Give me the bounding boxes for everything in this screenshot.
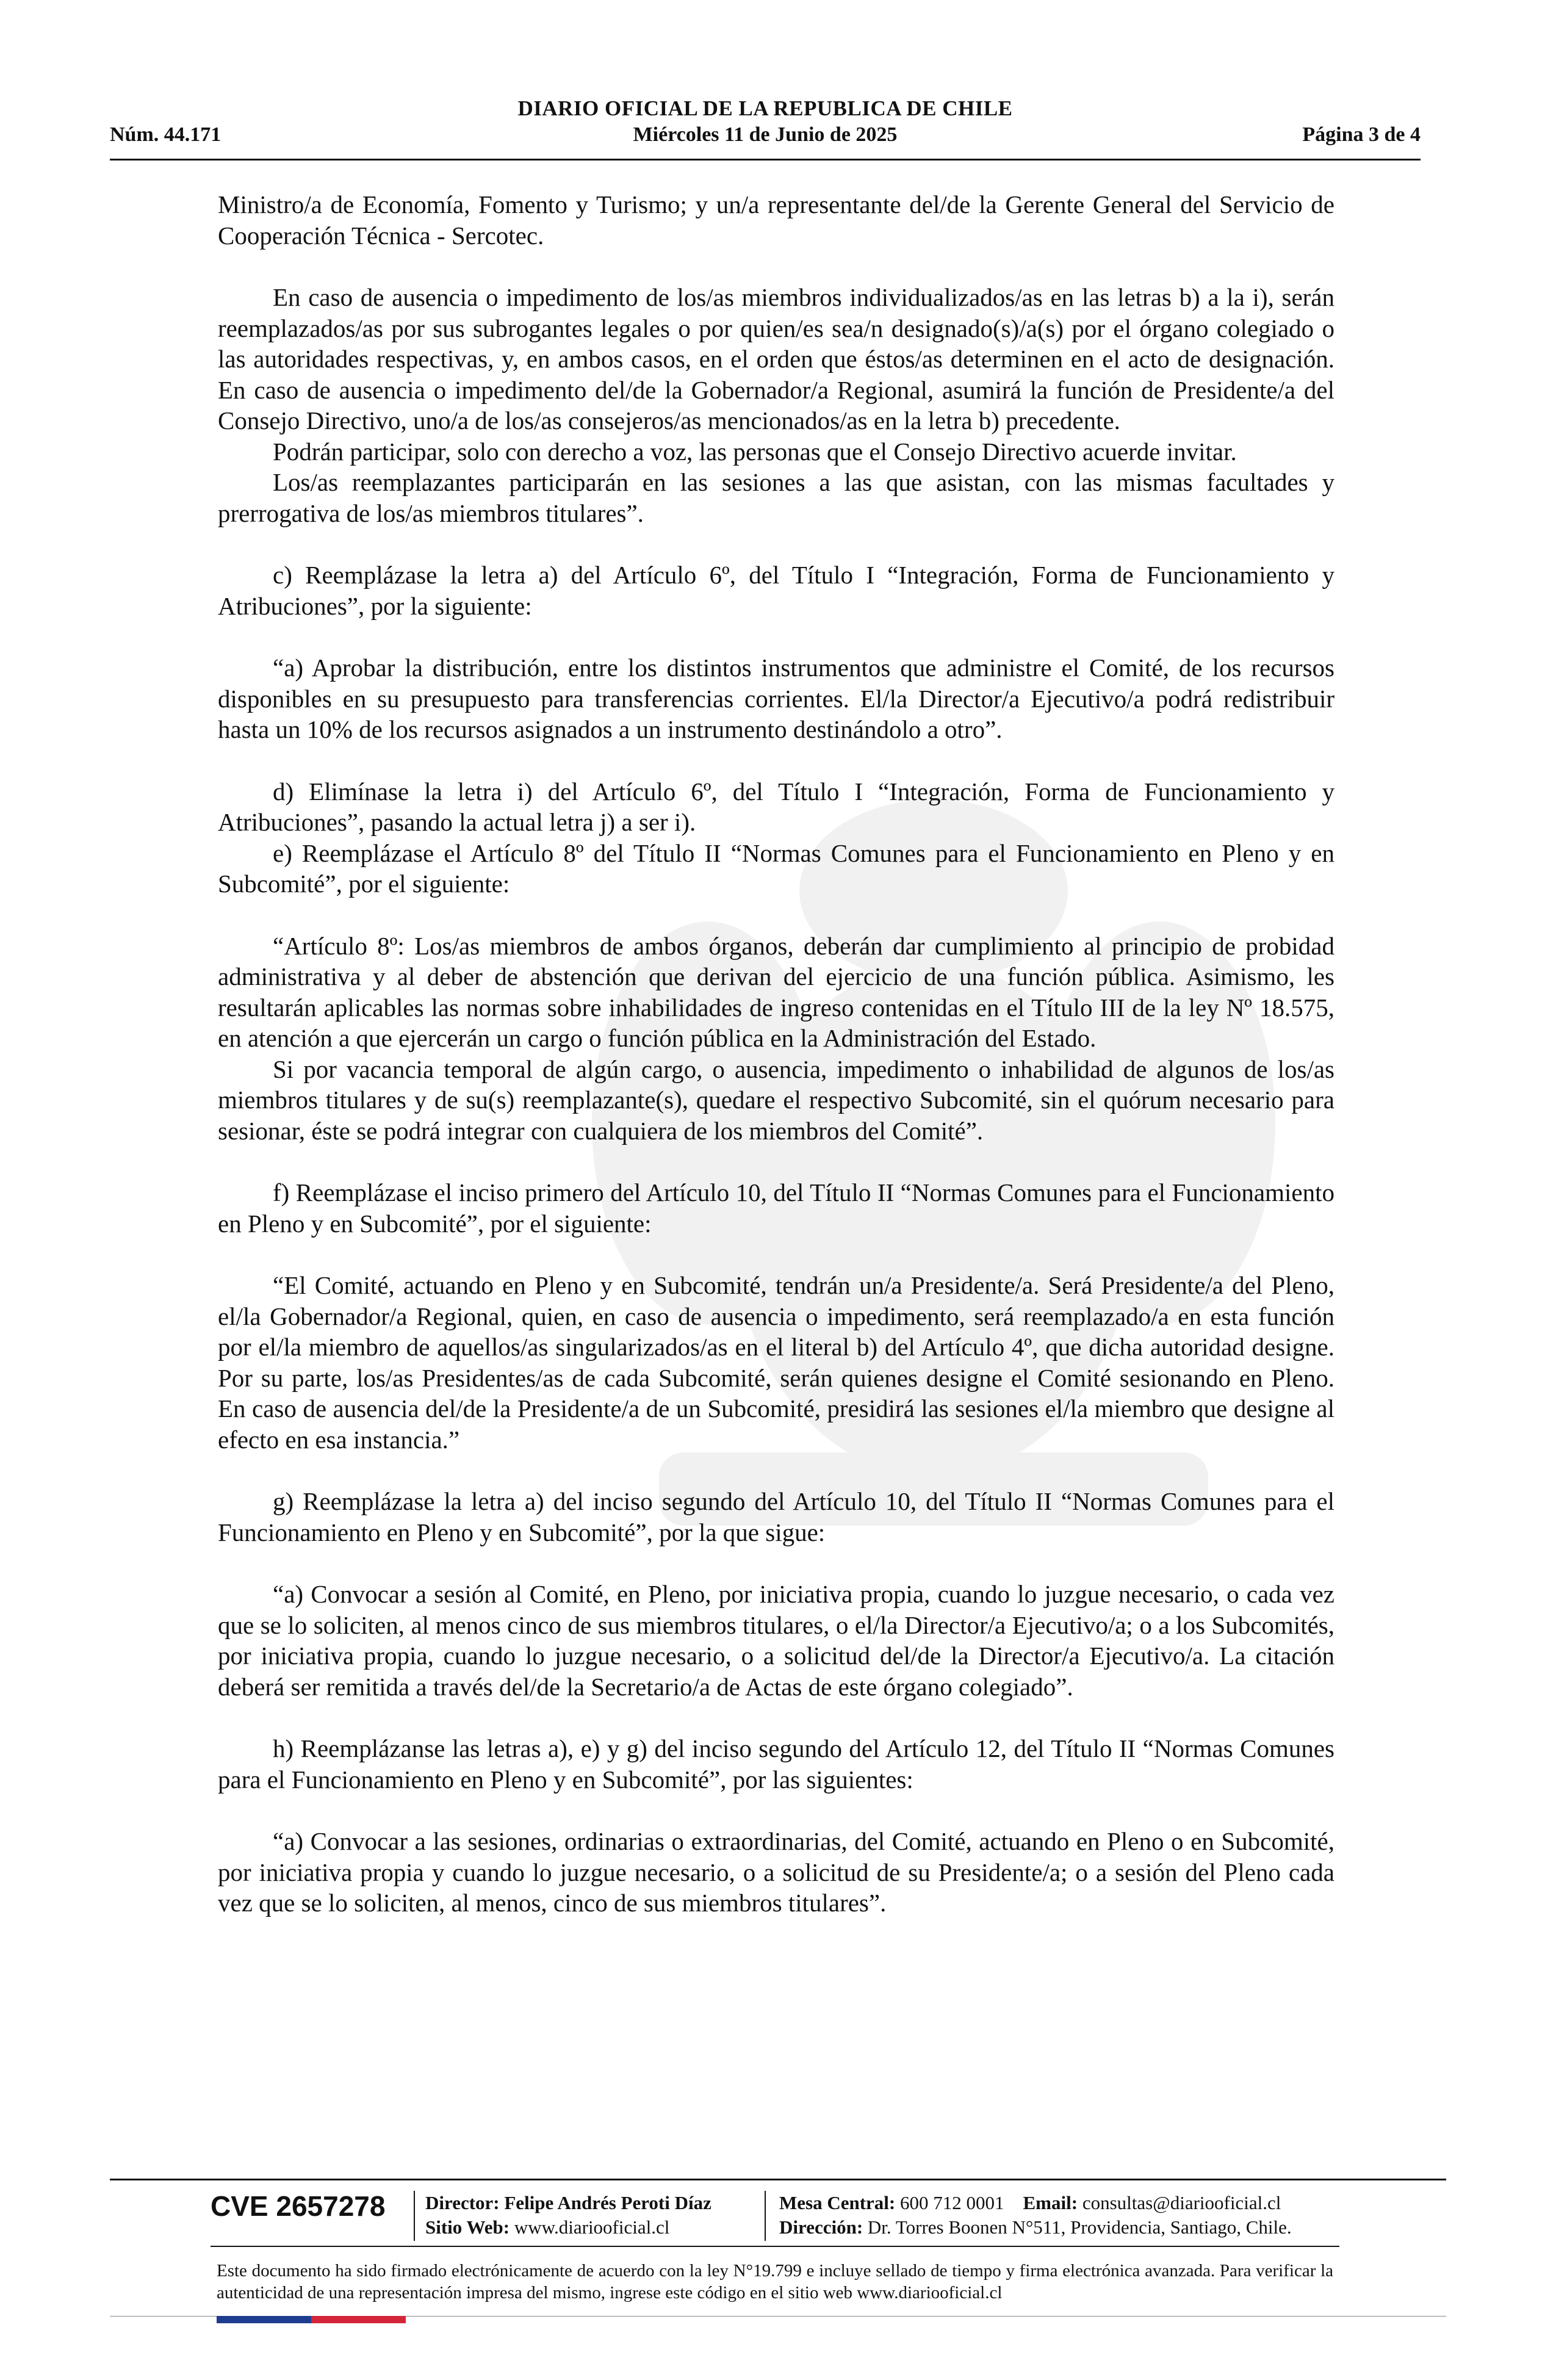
page-number: Página 3 de 4: [1302, 123, 1421, 146]
website-link[interactable]: www.diariooficial.cl: [514, 2216, 670, 2238]
website-label: Sitio Web:: [425, 2216, 510, 2238]
issue-date: Miércoles 11 de Junio de 2025: [633, 123, 898, 146]
document-body: [218, 189, 1334, 1919]
paragraph: h) Reemplázanse las letras a), e) y g) del inciso segundo del Artículo 12, del Título II “Normas Comunes para el Funcionamiento en Pleno y en Subcomité”, por las siguientes:: [218, 1734, 1334, 1794]
paragraph: “Artículo 8º: Los/as miembros de ambos órganos, deberán dar cumplimiento al principio de probidad administrativa y al deber de abstención que derivan del ejercicio de una función pública. Asimismo, les resultarán aplicables las normas sobre inhabilidades de ingreso contenidas en el Título III de la ley Nº 18.575, en atención a que ejercerán un cargo o función pública en la Administración del Estado.: [218, 931, 1334, 1052]
footer-divider: [110, 2179, 1446, 2180]
signature-notice: Este documento ha sido firmado electrónicamente de acuerdo con la ley N°19.799 e incluye sellado de tiempo y firma electrónica avanzada. Para verificar la autenticidad de una representación impresa del mismo, ingrese este código en el sitio web www.diariooficial.cl: [217, 2261, 1333, 2302]
paragraph: En caso de ausencia o impedimento de los/as miembros individualizados/as en las letras b) a la i), serán reemplazados/as por sus subrogantes legales o por quien/es sea/n designado(s)/a(s) por el órgano colegiado o las autoridades respectivas, y, en ambos casos, en el orden que éstos/as determinen en el acto de designación. En caso de ausencia o impedimento del/de la Gobernador/a Regional, asumirá la función de Presidente/a del Consejo Directivo, uno/a de los/as consejeros/as mencionados/as en la letra b) precedente.: [218, 283, 1334, 435]
email-link[interactable]: consultas@diariooficial.cl: [1082, 2192, 1281, 2213]
paragraph: Podrán participar, solo con derecho a voz, las personas que el Consejo Directivo acuerde invitar.: [273, 437, 1237, 466]
director-name: Felipe Andrés Peroti Díaz: [504, 2192, 711, 2213]
paragraph: “El Comité, actuando en Pleno y en Subcomité, tendrán un/a Presidente/a. Será Presidente/a del Pleno, el/la Gobernador/a Regional, quien, en caso de ausencia o impedimento, será reemplazado/a en esta función por el/la miembro de aquellos/as singularizados/as en el literal b) del Artículo 4º, que dicha autoridad designe. Por su parte, los/as Presidentes/as de cada Subcomité, serán quienes designe el Comité sesionando en Pleno. En caso de ausencia del/de la Presidente/a de un Subcomité, presidirá las sesiones el/la miembro que designe al efecto en esa instancia.”: [218, 1271, 1334, 1454]
footer-divider: [211, 2246, 1339, 2247]
flag-stripe: [217, 2316, 406, 2323]
paragraph: c) Reemplázase la letra a) del Artículo 6º, del Título I “Integración, Forma de Funcionamiento y Atribuciones”, por la siguiente:: [218, 561, 1334, 620]
newspaper-title: DIARIO OFICIAL DE LA REPUBLICA DE CHILE: [517, 96, 1013, 120]
paragraph: f) Reemplázase el inciso primero del Artículo 10, del Título II “Normas Comunes para el Funcionamiento en Pleno y en Subcomité”, por el siguiente:: [218, 1178, 1334, 1238]
cve-code: CVE 2657278: [211, 2190, 386, 2222]
paragraph: Si por vacancia temporal de algún cargo, o ausencia, impedimento o inhabilidad de algunos de los/as miembros titulares y de su(s) reemplazante(s), quedare el respectivo Subcomité, sin el quórum necesario para sesionar, éste se podrá integrar con cualquiera de los miembros del Comité”.: [218, 1055, 1334, 1145]
paragraph: g) Reemplázase la letra a) del inciso segundo del Artículo 10, del Título II “Normas Comunes para el Funcionamiento en Pleno y en Subcomité”, por la que sigue:: [218, 1487, 1334, 1546]
issue-number: Núm. 44.171: [110, 123, 222, 146]
phone-number: 600 712 0001: [900, 2192, 1004, 2213]
footer-separator: [414, 2191, 415, 2241]
page-header: [110, 92, 1421, 160]
paragraph: e) Reemplázase el Artículo 8º del Título II “Normas Comunes para el Funcionamiento en Pleno y en Subcomité”, por el siguiente:: [218, 838, 1334, 898]
email-label: Email:: [1023, 2192, 1078, 2213]
address-value: Dr. Torres Boonen N°511, Providencia, Santiago, Chile.: [867, 2216, 1292, 2238]
footer-contact-block: [779, 2191, 1292, 2240]
footer-separator: [765, 2191, 766, 2241]
paragraph: d) Elimínase la letra i) del Artículo 6º, del Título I “Integración, Forma de Funcionamiento y Atribuciones”, pasando la actual letra j) a ser i).: [218, 777, 1334, 836]
paragraph: Ministro/a de Economía, Fomento y Turismo; y un/a representante del/de la Gerente General del Servicio de Cooperación Técnica - Sercotec.: [218, 190, 1334, 250]
paragraph: “a) Convocar a las sesiones, ordinarias o extraordinarias, del Comité, actuando en Pleno o en Subcomité, por iniciativa propia y cuando lo juzgue necesario, o a solicitud de su Presidente/a; o a sesión del Pleno cada vez que se lo soliciten, al menos, cinco de sus miembros titulares”.: [218, 1827, 1334, 1917]
address-label: Dirección:: [779, 2216, 863, 2238]
phone-label: Mesa Central:: [779, 2192, 896, 2213]
flag-blue-stripe: [217, 2316, 311, 2323]
paragraph: Los/as reemplazantes participarán en las sesiones a las que asistan, con las mismas facultades y prerrogativa de los/as miembros titulares”.: [218, 468, 1334, 527]
footer-director-block: [425, 2191, 711, 2240]
flag-red-stripe: [311, 2316, 406, 2323]
paragraph: “a) Convocar a sesión al Comité, en Pleno, por iniciativa propia, cuando lo juzgue necesario, o cada vez que se lo soliciten, al menos cinco de sus miembros titulares, o el/la Director/a Ejecutivo/a; o a los Subcomités, por iniciativa propia, cuando lo juzgue necesario, o a solicitud del/de la Director/a Ejecutivo/a. La citación deberá ser remitida a través del/de la Secretario/a de Actas de este órgano colegiado”.: [218, 1580, 1334, 1701]
director-label: Director:: [425, 2192, 500, 2213]
paragraph: “a) Aprobar la distribución, entre los distintos instrumentos que administre el Comité, de los recursos disponibles en su presupuesto para transferencias corrientes. El/la Director/a Ejecutivo/a podrá redistribuir hasta un 10% de los recursos asignados a un instrumento destinándolo a otro”.: [218, 654, 1334, 743]
